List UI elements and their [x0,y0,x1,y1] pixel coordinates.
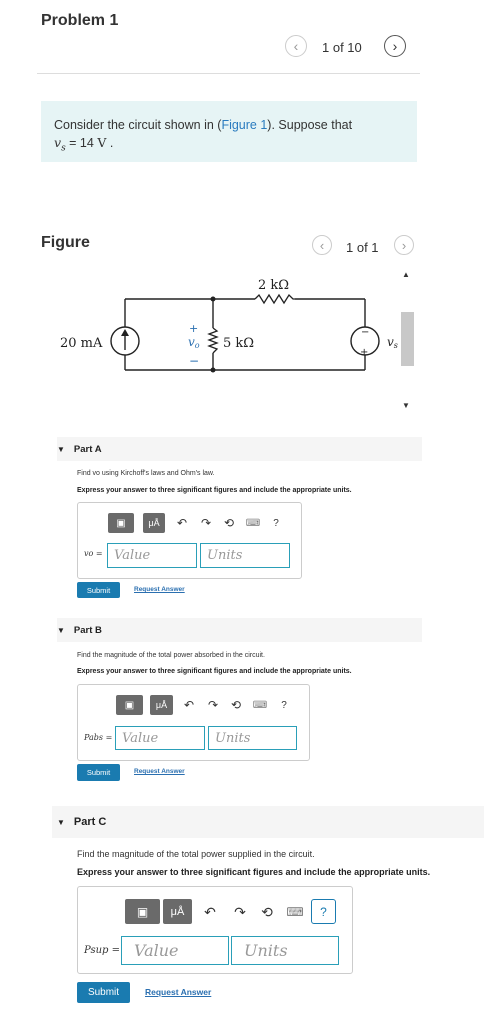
part-c-value-input[interactable]: Value [121,936,229,965]
part-c-var-label: Psup = [84,945,120,956]
part-a-submit-button[interactable]: Submit [77,582,120,598]
units-button[interactable]: μÅ [143,513,165,533]
chevron-left-icon: ‹ [319,237,325,253]
undo-icon[interactable]: ↶ [183,698,195,712]
previous-problem-button[interactable] [285,35,307,57]
circuit-diagram [50,275,398,395]
collapse-triangle-icon: ▼ [57,817,65,827]
reset-icon[interactable]: ⟲ [261,903,273,920]
part-b-header-bg [57,618,422,642]
part-c-header-bg [52,806,484,838]
reset-icon[interactable]: ⟲ [223,516,235,530]
keyboard-icon[interactable]: ⌨ [245,517,261,529]
source-current-label: 20 mA [60,336,103,351]
units-button[interactable]: μÅ [163,899,192,924]
node-bottom [211,368,216,373]
problem-counter: 1 of 10 [322,40,362,55]
part-a-instruction: Express your answer to three significant figures and include the appropriate units. [77,487,352,494]
part-c-submit-button[interactable]: Submit [77,982,130,1003]
divider [37,73,420,74]
scroll-up-icon[interactable]: ▲ [402,270,410,279]
keyboard-icon[interactable]: ⌨ [252,699,268,711]
problem-title: Problem 1 [41,12,119,29]
part-c-title: Part C [73,816,107,828]
figure-link[interactable]: Figure 1 [221,118,268,132]
part-a-value-input[interactable]: Value [107,543,197,568]
reset-icon[interactable]: ⟲ [230,698,242,712]
part-a-header[interactable] [57,437,102,461]
part-a-prompt: Find vo using Kirchoff's laws and Ohm's law. [77,470,215,477]
given-unit: V [97,135,107,150]
current-arrow-head [121,329,129,336]
part-b-instruction: Express your answer to three significant figures and include the appropriate units. [77,668,352,675]
statement-text-end: ). Suppose that [267,118,353,132]
collapse-triangle-icon: ▼ [57,444,65,454]
part-b-request-answer-link[interactable]: Request Answer [134,768,185,775]
help-button[interactable]: ? [273,517,279,529]
redo-icon[interactable]: ↷ [200,516,212,530]
figure-counter: 1 of 1 [346,240,379,255]
part-b-units-input[interactable]: Units [208,726,297,750]
vo-label-sub: o [194,341,200,350]
figure-title: Figure [41,234,90,251]
redo-icon[interactable]: ↷ [207,698,219,712]
part-a-title: Part A [73,443,102,455]
part-b-title: Part B [73,624,102,636]
help-button[interactable]: ? [281,699,287,711]
chevron-right-icon: › [401,237,407,253]
statement-text: Consider the circuit shown in ( [54,118,222,132]
part-c-instruction: Express your answer to three significant figures and include the appropriate units. [77,867,431,877]
resistor-top-label: 2 kΩ [258,278,290,293]
next-figure-button[interactable] [394,235,414,255]
collapse-triangle-icon: ▼ [57,625,65,635]
part-b-submit-button[interactable]: Submit [77,764,120,781]
problem-statement [41,101,417,162]
vo-plus-label: + [189,322,199,335]
help-button[interactable]: ? [311,899,336,924]
previous-figure-button[interactable] [312,235,332,255]
part-a-header-bg [57,437,422,461]
scroll-down-icon[interactable]: ▼ [402,401,410,410]
templates-icon[interactable]: ▣ [125,899,160,924]
undo-icon[interactable]: ↶ [176,516,188,530]
vo-minus-label: − [189,354,200,368]
part-a-var-label: vo = [84,549,103,558]
part-a-request-answer-link[interactable]: Request Answer [134,586,185,593]
part-c-header[interactable] [57,810,106,834]
vs-plus-label: + [360,347,369,358]
figure-scrollbar-thumb[interactable] [401,312,414,366]
vs-label-sub: s [393,341,398,350]
given-variable: $v_s$ [54,135,66,154]
part-c-units-input[interactable]: Units [231,936,339,965]
part-b-header[interactable] [57,618,102,642]
next-problem-button[interactable] [384,35,406,57]
part-b-prompt: Find the magnitude of the total power absorbed in the circuit. [77,652,265,659]
part-b-value-input[interactable]: Value [115,726,205,750]
chevron-left-icon: ‹ [293,38,299,54]
templates-icon[interactable]: ▣ [108,513,134,533]
given-end: . [106,136,114,150]
part-c-prompt: Find the magnitude of the total power supplied in the circuit. [77,849,315,859]
keyboard-icon[interactable]: ⌨ [286,905,304,919]
templates-icon[interactable]: ▣ [116,695,143,715]
vo-label: vo [188,335,200,350]
node-top [211,297,216,302]
resistor-mid [209,328,217,353]
given-equals: = 14 [65,136,98,150]
units-button[interactable]: μÅ [150,695,173,715]
given-variable-sub: s [61,143,66,154]
part-b-var-label: Pabs = [84,733,113,742]
resistor-mid-label: 5 kΩ [223,336,255,351]
chevron-right-icon: › [392,38,398,54]
part-a-units-input[interactable]: Units [200,543,290,568]
undo-icon[interactable]: ↶ [204,903,216,920]
part-c-request-answer-link[interactable]: Request Answer [145,987,212,997]
vs-minus-label: − [361,327,370,338]
redo-icon[interactable]: ↷ [234,903,246,920]
vs-label: vs [387,335,398,350]
